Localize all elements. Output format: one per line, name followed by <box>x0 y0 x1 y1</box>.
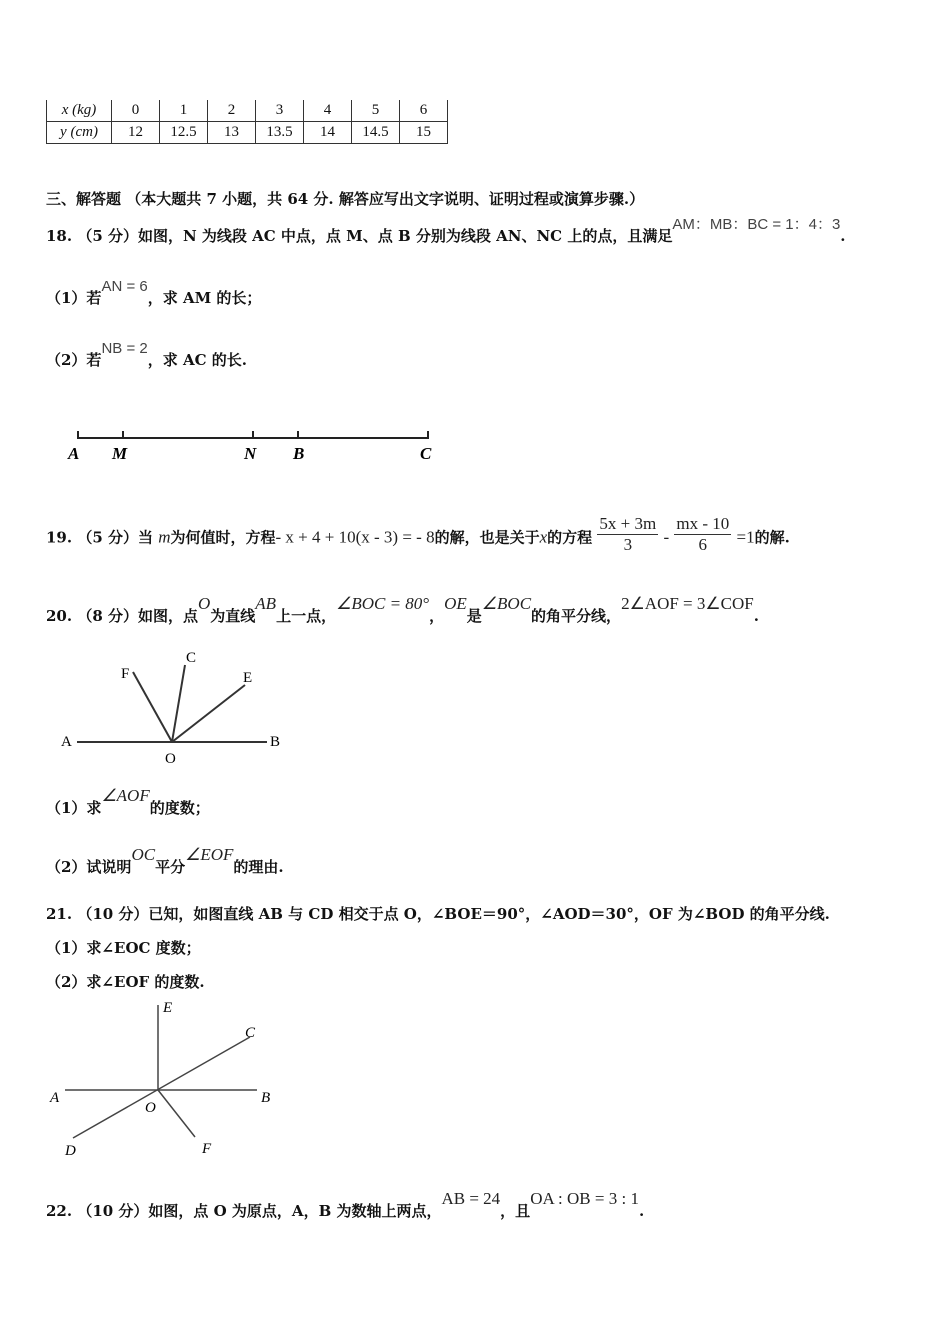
q22-mid: ，且 <box>500 1202 531 1220</box>
q18-ratio: AM：MB：BC = 1：4：3 <box>672 216 841 233</box>
y-cell: 13.5 <box>256 122 304 144</box>
x-label: x (kg) <box>47 100 112 122</box>
q20-mid2: 上一点， <box>276 607 337 625</box>
q19-equation-1: - x + 4 + 10(x - 3) = - 8 <box>275 527 435 547</box>
label-c: C <box>186 650 197 666</box>
q20-angle-boc: ∠BOC = 80° <box>336 594 430 613</box>
table-row-y <box>47 122 448 144</box>
section-title: 三、解答题 （本大题共 7 小题，共 64 分. 解答应写出文字说明、证明过程或演算步骤.） <box>46 190 645 208</box>
label-c: C <box>245 1025 256 1041</box>
table-row-x <box>47 100 448 122</box>
q20-end: . <box>753 607 759 625</box>
line-cd <box>73 1037 250 1138</box>
q21-part-1: （1）求∠EOC 度数； <box>46 939 201 957</box>
question-18 <box>46 216 846 246</box>
q20-angle-boc-2: ∠BOC <box>481 594 532 613</box>
q18-segment-figure <box>60 425 450 470</box>
q18-stem: 18. （5 分）如图，N 为线段 AC 中点，点 M、点 B 分别为线段 AN、NC 上的点，且满足 <box>46 227 673 245</box>
q19-mid3: 的方程 <box>547 528 593 547</box>
q19-stem: 19. （5 分）当 <box>46 528 153 547</box>
ray-oe <box>172 685 245 742</box>
y-cell: 13 <box>208 122 256 144</box>
q18-end: . <box>840 227 846 245</box>
q20-p2-suffix: 的理由. <box>233 858 284 876</box>
q20-oe: OE <box>444 594 467 613</box>
label-f: F <box>202 1141 212 1157</box>
q22-stem: 22. （10 分）如图，点 O 为原点，A，B 为数轴上两点， <box>46 1202 442 1220</box>
q20-comma: ， <box>429 607 445 625</box>
label-b: B <box>293 444 305 463</box>
frac2-numerator: mx - 10 <box>676 514 730 533</box>
question-19 <box>46 514 790 559</box>
y-cell: 14.5 <box>352 122 400 144</box>
label-a: A <box>50 1090 60 1106</box>
q18-p1-suffix: ，求 AM 的长； <box>147 289 262 307</box>
q20-mid4: 的角平分线， <box>531 607 622 625</box>
y-label: y (cm) <box>47 122 112 144</box>
q20-p1-math: ∠AOF <box>101 786 150 805</box>
ray-of <box>158 1090 195 1137</box>
y-cell: 14 <box>304 122 352 144</box>
label-e: E <box>243 670 253 686</box>
label-b: B <box>270 734 281 750</box>
label-d: D <box>65 1143 76 1159</box>
x-cell: 4 <box>304 100 352 122</box>
y-cell: 12 <box>112 122 160 144</box>
label-m: M <box>112 444 128 463</box>
label-a: A <box>68 444 80 463</box>
q21-stem: 21. （10 分）已知，如图直线 AB 与 CD 相交于点 O，∠BOE＝90°，∠AOD＝30°，OF 为∠BOD 的角平分线. <box>46 905 830 923</box>
q22-end: . <box>638 1202 645 1220</box>
q20-p1-suffix: 的度数； <box>149 799 210 817</box>
q18-p2-math: NB = 2 <box>101 340 148 357</box>
label-n: N <box>244 444 257 463</box>
q18-p2-prefix: （2）若 <box>46 351 102 369</box>
q21-intersecting-lines-figure <box>45 995 285 1160</box>
question-22 <box>46 1189 645 1221</box>
x-cell: 0 <box>112 100 160 122</box>
frac1-numerator: 5x + 3m <box>599 514 657 533</box>
q22-ratio: OA : OB = 3 : 1 <box>530 1189 639 1208</box>
label-o: O <box>165 751 176 767</box>
q19-var-x: x <box>539 527 548 547</box>
ray-oc <box>172 665 185 742</box>
x-cell: 1 <box>160 100 208 122</box>
x-cell: 6 <box>400 100 448 122</box>
x-cell: 2 <box>208 100 256 122</box>
q20-mid3: 是 <box>466 607 482 625</box>
x-cell: 3 <box>256 100 304 122</box>
ray-of <box>133 672 172 742</box>
q21-part-2: （2）求∠EOF 的度数. <box>46 973 205 991</box>
q19-end: 的解. <box>754 528 790 547</box>
q18-p2-suffix: ，求 AC 的长. <box>147 351 247 369</box>
y-cell: 12.5 <box>160 122 208 144</box>
q20-part-1 <box>46 786 210 818</box>
q20-point-o: O <box>197 594 211 613</box>
q20-p2-math2: ∠EOF <box>185 845 234 864</box>
q19-mid2: 的解，也是关于 <box>434 528 540 547</box>
q20-line-ab: AB <box>255 594 277 613</box>
label-a: A <box>61 734 72 750</box>
q18-part-2 <box>46 340 247 370</box>
q18-p1-math: AN = 6 <box>101 278 148 295</box>
label-f: F <box>121 666 130 682</box>
q20-stem: 20. （8 分）如图，点 <box>46 607 198 625</box>
q20-part-2 <box>46 845 284 877</box>
q20-relation: 2∠AOF = 3∠COF <box>621 594 754 613</box>
q18-p1-prefix: （1）若 <box>46 289 102 307</box>
data-table <box>46 100 448 144</box>
x-cell: 5 <box>352 100 400 122</box>
q18-part-1 <box>46 278 262 308</box>
label-b: B <box>261 1090 271 1106</box>
label-c: C <box>420 444 432 463</box>
q20-p2-prefix: （2）试说明 <box>46 858 132 876</box>
frac1-denominator: 3 <box>623 535 633 554</box>
q19-minus: - <box>663 527 670 547</box>
frac2-denominator: 6 <box>698 535 708 554</box>
q19-fraction-2 <box>674 514 731 555</box>
q20-angle-figure <box>55 645 295 770</box>
q20-p1-prefix: （1）求 <box>46 799 102 817</box>
q19-fraction-1 <box>597 514 658 555</box>
q19-var-m: m <box>158 527 171 547</box>
q20-p2-math1: OC <box>131 845 156 864</box>
label-e: E <box>163 1000 173 1016</box>
q22-ab: AB = 24 <box>441 1189 501 1208</box>
label-o: O <box>145 1100 156 1116</box>
q20-p2-mid: 平分 <box>155 858 186 876</box>
y-cell: 15 <box>400 122 448 144</box>
q19-mid: 为何值时，方程 <box>170 528 276 547</box>
question-20 <box>46 594 759 626</box>
q19-equals: =1 <box>736 527 755 547</box>
q20-mid1: 为直线 <box>210 607 256 625</box>
